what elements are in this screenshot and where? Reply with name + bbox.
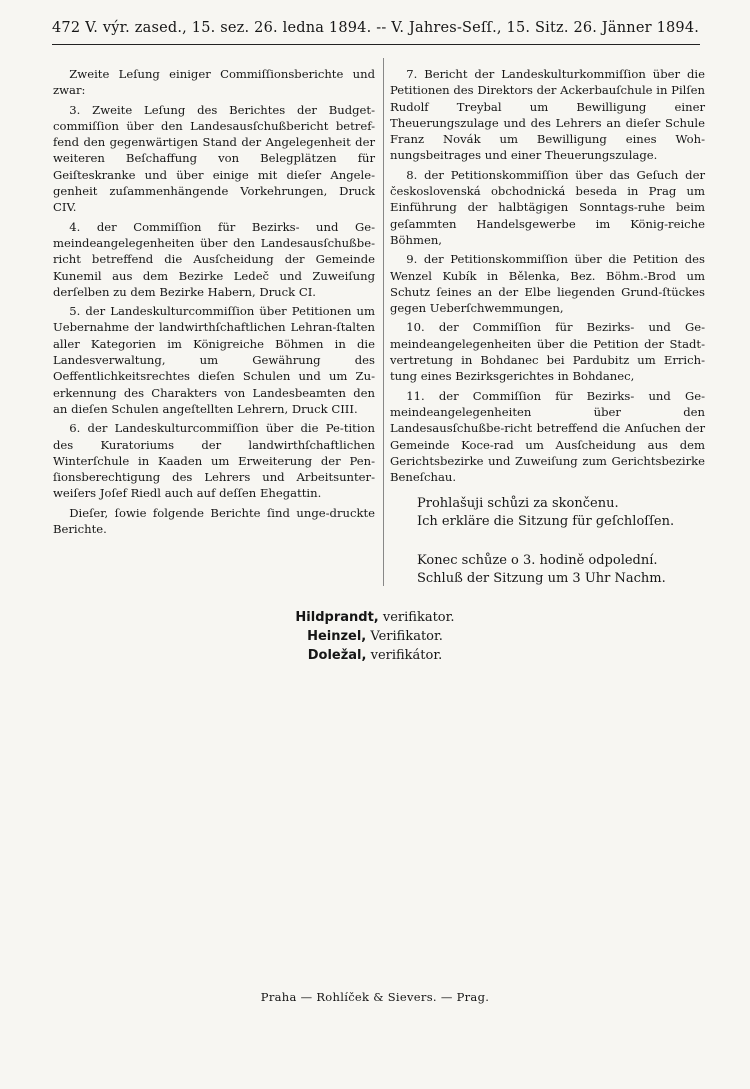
closing-time <box>417 552 666 588</box>
paragraph-item-5: 5. der Landeskulturcommiſſion über Petitionen um Uebernahme der landwirthſchaftlichen Lehran-ſtalten aller Kategorien im Königreiche Böhmen in die Landesverwaltung, um Gewährung des Oeffentlichkeitsrechtes dieſen Schulen und um Zu-erkennung des Charakters von Landesbeamten den an dieſen Schulen angeſtellten Lehrern, Druck CIII. <box>53 304 375 416</box>
verifier-name: Doležal, <box>307 648 367 663</box>
verifier-line <box>0 646 750 665</box>
verifier-role: verifikator. <box>382 610 455 625</box>
paragraph-item-8: 8. der Petitionskommiſſion über das Geſuch der československá obchodnická beseda in Prag um Einführung der halbtägigen Sonntags-ruhe beim geſammten Handelsgewerbe im König-reiche Böhmen, <box>390 167 705 247</box>
verifier-name: Hildprandt, <box>295 610 379 625</box>
header-rule <box>52 44 700 45</box>
paragraph-note: Dieſer, ſowie folgende Berichte ſind unge-druckte Berichte. <box>53 505 375 537</box>
closing-german-1: Ich erkläre die Sitzung für geſchloſſen. <box>417 514 675 529</box>
paragraph-item-10: 10. der Commiſſion für Bezirks- und Ge-meindeangelegenheiten über die Petition der Stadt-vertretung in Bohdanec bei Pardubitz um Errich-tung eines Bezirksgerichtes in Bohdanec, <box>390 320 705 384</box>
printer-footer: Praha — Rohlíček & Sievers. — Prag. <box>260 990 490 1004</box>
column-divider <box>383 58 384 586</box>
left-column <box>53 66 375 540</box>
paragraph-item-11: 11. der Commiſſion für Bezirks- und Ge-meindeangelegenheiten über den Landesausſchußbe-richt betreffend die Anſuchen der Gemeinde Koce-rad um Ausſcheidung aus dem Gerichtsbezirke und Zuweiſung zum Gerichtsbezirke Beneſchau. <box>390 388 705 485</box>
paragraph-item-4: 4. der Commiſſion für Bezirks- und Ge-meindeangelegenheiten über den Landesausſchußbe-richt betreffend die Ausſcheidung der Gemeinde Kunemil aus dem Bezirke Ledeč und Zuweiſung derſelben zu dem Bezirke Habern, Druck CI. <box>53 219 375 299</box>
paragraph-item-6: 6. der Landeskulturcommiſſion über die Pe-tition des Kuratoriums der landwirthſchaftlichen Winterſchule in Kaaden um Erweiterung der Pen-ſionsberechtigung des Lehrers und Arbeitsunter-weiſers Joſef Riedl auch auf deſſen Ehegattin. <box>53 421 375 501</box>
closing-declaration <box>417 495 674 531</box>
paragraph-intro: Zweite Leſung einiger Commiſſionsberichte und zwar: <box>53 67 375 98</box>
page-header: 472 V. výr. zased., 15. sez. 26. ledna 1894. -- V. Jahres-Seſſ., 15. Sitz. 26. Jänner 1894. <box>52 20 700 36</box>
paragraph-item-9: 9. der Petitionskommiſſion über die Petition des Wenzel Kubík in Bělenka, Bez. Böhm.-Brod um Schutz ſeines an der Elbe liegenden Grund-ſtückes gegen Ueberſchwemmungen, <box>390 252 705 316</box>
verifier-role: verifikátor. <box>370 648 443 663</box>
verifiers-block <box>0 608 750 665</box>
paragraph-item-7: 7. Bericht der Landeskulturkommiſſion über die Petitionen des Direktors der Ackerbauſchule in Pilſen Rudolf Treybal um Bewilligung einer Theuerungszulage und des Lehrers an dieſer Schule Franz Novák um Bewilligung eines Woh-nungsbeitrages und einer Theuerungszulage. <box>390 67 705 163</box>
closing-czech-2: Konec schůze o 3. hodině odpolední. <box>417 553 658 568</box>
verifier-line <box>0 627 750 646</box>
closing-czech-1: Prohlašuji schůzi za skončenu. <box>417 496 619 511</box>
right-column <box>390 66 705 488</box>
paragraph-item-3: 3. Zweite Leſung des Berichtes der Budget-commiſſion über den Landesausſchußbericht betref-fend den gegenwärtigen Stand der Angelegenheit der weiteren Beſchaffung von Belegplätzen für Geiſteskranke und über einige mit dieſer Angele-genheit zuſammenhängende Vorkehrungen, Druck CIV. <box>53 102 375 215</box>
verifier-name: Heinzel, <box>307 629 367 644</box>
closing-german-2: Schluß der Sitzung um 3 Uhr Nachm. <box>417 571 666 586</box>
verifier-line <box>0 608 750 627</box>
verifier-role: Verifikator. <box>370 629 443 644</box>
